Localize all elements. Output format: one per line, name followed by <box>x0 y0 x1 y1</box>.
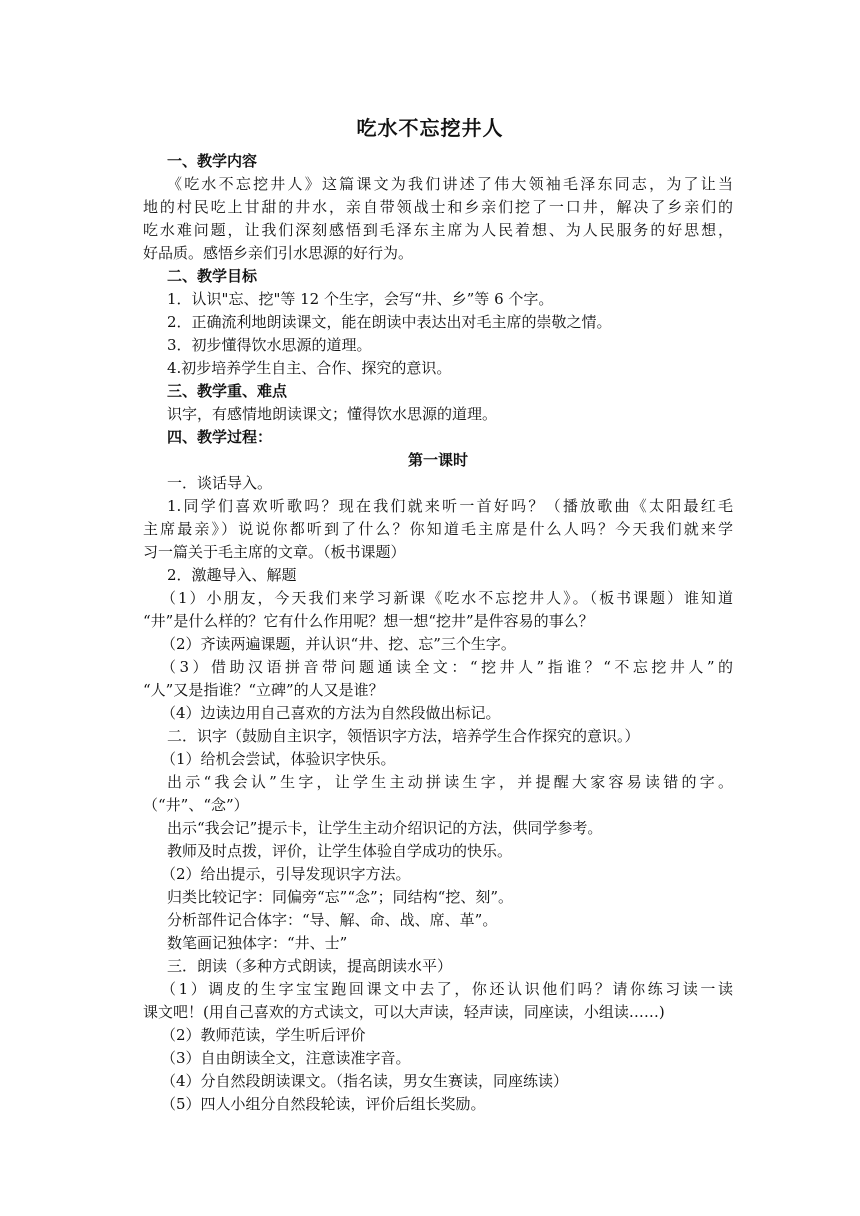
section-heading: 一、教学内容 <box>167 152 258 170</box>
text-line: （“井”、“念”） <box>143 796 249 814</box>
text-line: 出示“我会认”生字，让学生主动拼读生字，并提醒大家容易读错的字。 <box>167 773 733 791</box>
text-line: （2）齐读两遍课题，并认识“井、挖、忘”三个生字。 <box>161 635 516 653</box>
text-line: （5）四人小组分自然段轮读，评价后组长奖励。 <box>161 1095 486 1113</box>
section-heading: 三、教学重、难点 <box>167 382 288 400</box>
text-line: “井”是什么样的？它有什么作用呢？想一想“挖井”是件容易的事么？ <box>143 612 594 630</box>
text-line: 出示“我会记”提示卡，让学生主动介绍识记的方法，供同学参考。 <box>167 819 603 837</box>
text-line: 归类比较记字：同偏旁“忘”“念”；同结构“挖、刻”。 <box>167 888 514 906</box>
text-line: 吃水难问题，让我们深刻感悟到毛泽东主席为人民着想、为人民服务的好思想， <box>143 221 733 239</box>
document-body <box>143 150 733 1116</box>
text-line: 一．谈话导入。 <box>167 474 273 492</box>
text-line: 数笔画记独体字：“井、士” <box>167 934 348 952</box>
text-line: 识字，有感情地朗读课文；懂得饮水思源的道理。 <box>167 405 498 423</box>
text-line: 2．正确流利地朗读课文，能在朗读中表达出对毛主席的崇敬之情。 <box>167 313 612 331</box>
section-heading: 四、教学过程： <box>167 428 273 446</box>
text-line: 1.同学们喜欢听歌吗？现在我们就来听一首好吗？（播放歌曲《太阳最红毛 <box>167 497 733 515</box>
text-line: （1）调皮的生字宝宝跑回课文中去了，你还认识他们吗？请你练习读一读 <box>161 980 733 998</box>
text-line: 习一篇关于毛主席的文章。（板书课题） <box>143 543 406 561</box>
text-line: 教师及时点拨，评价，让学生体验自学成功的快乐。 <box>167 842 513 860</box>
text-line: 课文吧！(用自己喜欢的方式读文，可以大声读，轻声读，同座读，小组读……) <box>143 1003 665 1021</box>
text-line: “人”又是指谁？“立碑”的人又是谁？ <box>143 681 384 699</box>
text-line: （2）给出提示，引导发现识字方法。 <box>161 865 411 883</box>
text-line: （3）借助汉语拼音带问题通读全文：“挖井人”指谁？“不忘挖井人”的 <box>161 658 733 676</box>
text-line: 二．识字（鼓励自主识字，领悟识字方法，培养学生合作探究的意识。） <box>167 727 640 745</box>
text-line: 分析部件记合体字：“导、解、命、战、席、革”。 <box>167 911 498 929</box>
text-line: 4.初步培养学生自主、合作、探究的意识。 <box>167 359 452 377</box>
text-line: 2．激趣导入、解题 <box>167 566 297 584</box>
text-line: （2）教师范读，学生听后评价 <box>161 1026 366 1044</box>
subsection-heading: 第一课时 <box>407 451 468 469</box>
text-line: 3．初步懂得饮水思源的道理。 <box>167 336 372 354</box>
text-line: （3）自由朗读全文，注意读准字音。 <box>161 1049 411 1067</box>
page-title: 吃水不忘挖井人 <box>356 116 504 140</box>
text-line: 地的村民吃上甘甜的井水，亲自带领战士和乡亲们挖了一口井，解决了乡亲们的 <box>143 198 733 216</box>
text-line: （4）分自然段朗读课文。（指名读，男女生赛读，同座练读） <box>161 1072 569 1090</box>
text-line: （4）边读边用自己喜欢的方法为自然段做出标记。 <box>161 704 501 722</box>
text-line: （1）给机会尝试，体验识字快乐。 <box>161 750 396 768</box>
section-heading: 二、教学目标 <box>167 267 258 285</box>
text-line: 主席最亲》）说说你都听到了什么？你知道毛主席是什么人吗？今天我们就来学 <box>143 520 733 538</box>
text-line: （1）小朋友，今天我们来学习新课《吃水不忘挖井人》。（板书课题）谁知道 <box>161 589 733 607</box>
text-line: 《吃水不忘挖井人》这篇课文为我们讲述了伟大领袖毛泽东同志，为了让当 <box>167 175 733 193</box>
text-line: 1．认识"忘、挖"等 12 个生字，会写“井、乡”等 6 个字。 <box>167 290 554 308</box>
text-line: 三．朗读（多种方式朗读，提高朗读水平） <box>167 957 453 975</box>
text-line: 好品质。感悟乡亲们引水思源的好行为。 <box>143 244 414 262</box>
